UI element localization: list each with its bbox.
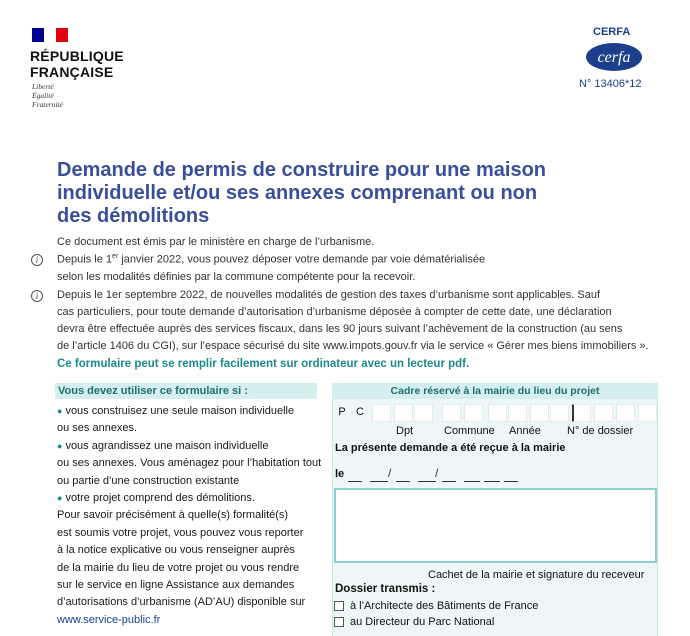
cerfa-logo-icon [585, 42, 643, 72]
usage-condition-line: ● vous agrandissez une maison individuelle [57, 439, 269, 452]
abf-checkbox-label: à l’Architecte des Bâtiments de France [350, 600, 539, 612]
intro-september-line3: devra être effectuée auprès des services fiscaux, dans les 90 jours suivant l’achèvement de la construction (au sens [57, 323, 623, 335]
dossier-number-cell[interactable] [508, 404, 527, 422]
french-flag-logo [32, 28, 68, 42]
page-title [57, 159, 617, 228]
service-public-link[interactable]: www.service-public.fr [57, 614, 161, 626]
bullet-icon: ● [57, 406, 63, 416]
dossier-number-cell[interactable] [530, 404, 549, 422]
parc-national-checkbox[interactable] [334, 617, 344, 627]
dossier-number-cell[interactable] [414, 404, 433, 422]
intro-september-line1: Depuis le 1er septembre 2022, de nouvelles modalités de gestion des taxes d’urbanisme sont applicables. Sauf [57, 289, 600, 301]
motto-fraternite: Fraternité [32, 100, 63, 109]
date-digit-field[interactable] [484, 468, 500, 482]
republique-label: RÉPUBLIQUE [30, 48, 124, 64]
abf-checkbox[interactable] [334, 601, 344, 611]
dpt-label: Dpt [396, 425, 414, 437]
cerfa-number: N° 13406*12 [579, 78, 642, 90]
date-digit-field[interactable] [370, 468, 388, 482]
dossier-number-cell[interactable] [488, 404, 507, 422]
motto-liberte: Liberté [32, 82, 54, 91]
usage-conditions-heading: Vous devez utiliser ce formulaire si : [55, 383, 317, 399]
dossier-number-cell[interactable] [572, 404, 591, 422]
date-digit-field[interactable] [348, 468, 362, 482]
cerfa-label: CERFA [593, 26, 631, 38]
dossier-number-cell[interactable] [616, 404, 635, 422]
usage-condition-line: de la mairie du lieu de votre projet ou vous rendre [57, 561, 300, 574]
date-digit-field[interactable] [442, 468, 456, 482]
date-digit-field[interactable] [464, 468, 480, 482]
intro-september-line2: cas particuliers, pour toute demande d’autorisation d’urbanisme déposée à compter de cette date, une déclaration [57, 306, 612, 318]
stamp-caption: Cachet de la mairie et signature du receveur [428, 569, 645, 581]
usage-condition-line: Pour savoir précisément à quelle(s) formalité(s) [57, 509, 289, 522]
intro-emitted: Ce document est émis par le ministère en charge de l’urbanisme. [57, 236, 375, 248]
dossier-number-label: N° de dossier [567, 425, 634, 437]
date-digit-field[interactable] [504, 468, 518, 482]
info-icon: i [31, 254, 43, 266]
dossier-number-cell[interactable] [372, 404, 391, 422]
stamp-signature-area[interactable] [334, 488, 657, 563]
usage-condition-line: ou ses annexes. Vous aménagez pour l’habitation tout [57, 457, 322, 470]
usage-condition-line: sur le service en ligne Assistance aux demandes [57, 579, 295, 591]
received-statement: La présente demande a été reçue à la mairie [335, 442, 566, 454]
intro-september-line4: de l’article 1406 du CGI), sur l’espace sécurisé du site www.impots.gouv.fr via le service « Gérer mes biens immobiliers ». [57, 340, 649, 352]
motto-egalite: Égalité [32, 91, 54, 100]
title-line-1: Demande de permis de construire pour une maison [57, 159, 547, 181]
dossier-number-cell[interactable] [550, 404, 569, 422]
usage-condition-line: ● vous construisez une seule maison individuelle [57, 405, 295, 417]
usage-condition-line: ou partie d’une construction existante [57, 474, 240, 487]
intro-january-line2: selon les modalités définies par la commune compétente pour la recevoir. [57, 271, 416, 283]
usage-condition-line: à la notice explicative ou vous renseigner auprès [57, 544, 295, 557]
dossier-number-cell[interactable] [594, 404, 613, 422]
usage-condition-line: est soumis votre projet, vous pouvez vous reporter [57, 526, 304, 539]
fillable-note: Ce formulaire peut se remplir facilement sur ordinateur avec un lecteur pdf. [57, 358, 470, 370]
dossier-transmis-heading: Dossier transmis : [335, 583, 436, 595]
dossier-number-cell[interactable] [638, 404, 657, 422]
usage-condition-line: ou ses annexes. [57, 422, 138, 435]
usage-condition-line: ● votre projet comprend des démolitions. [57, 492, 255, 504]
pc-letter: P [338, 406, 346, 418]
francaise-label: FRANÇAISE [30, 64, 114, 80]
annee-label: Année [509, 425, 541, 437]
intro-january: Depuis le 1er janvier 2022, vous pouvez déposer votre demande par voie dématérialisée [57, 253, 486, 266]
dossier-number-cell[interactable] [394, 404, 413, 422]
dossier-number-cell[interactable] [442, 404, 461, 422]
dossier-number-cell[interactable] [464, 404, 483, 422]
usage-condition-line: d’autorisations d’urbanisme (AD’AU) disponible sur [57, 596, 306, 609]
date-le-label: le [335, 468, 345, 480]
date-separator: / [388, 466, 392, 480]
commune-label: Commune [444, 425, 495, 437]
date-digit-field[interactable] [396, 468, 410, 482]
mairie-reserved-heading: Cadre réservé à la mairie du lieu du projet [332, 383, 658, 399]
info-icon: i [31, 290, 43, 302]
title-line-2: individuelle et/ou ses annexes comprenant ou non [57, 182, 538, 204]
parc-national-checkbox-label: au Directeur du Parc National [350, 616, 495, 628]
date-digit-field[interactable] [418, 466, 439, 482]
svg-text:cerfa: cerfa [597, 49, 631, 66]
title-line-3: des démolitions [57, 205, 210, 227]
pc-letter: C [356, 406, 364, 418]
bullet-icon: ● [57, 493, 63, 503]
date-separator: / [435, 466, 439, 480]
bullet-icon: ● [57, 440, 63, 451]
